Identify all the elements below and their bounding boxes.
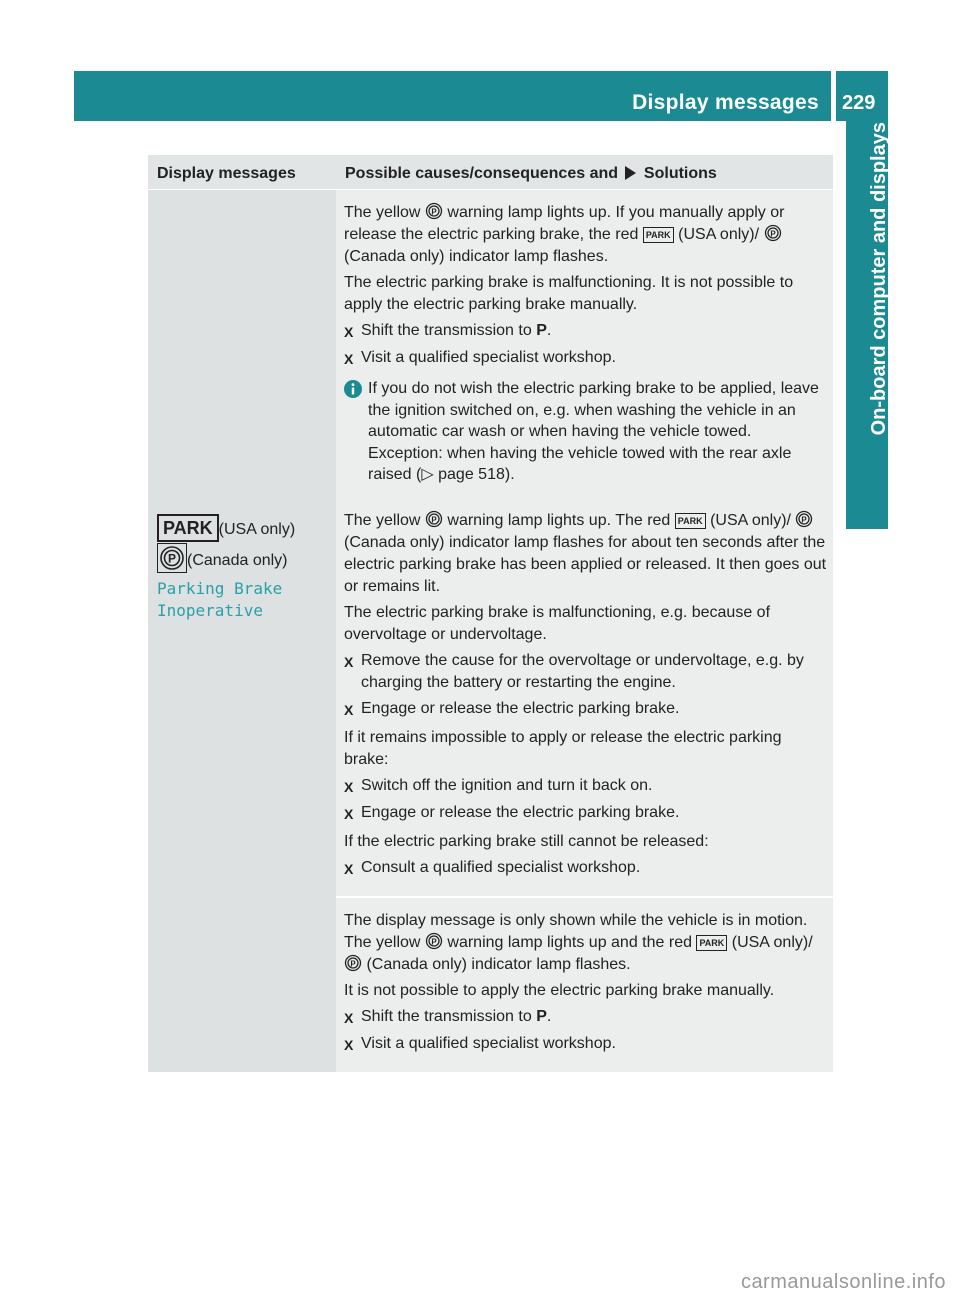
list-item: X Shift the transmission to P. bbox=[344, 1006, 827, 1029]
parking-brake-lamp-icon bbox=[425, 510, 443, 528]
step-marker-icon: X bbox=[344, 805, 354, 822]
list-item: X Visit a qualified specialist workshop. bbox=[344, 347, 827, 370]
table-row bbox=[148, 498, 833, 1072]
step-marker-icon: X bbox=[344, 701, 354, 718]
causes-cell bbox=[336, 190, 833, 498]
display-cell: PARK (USA only) P (Canada only) Parking Brake Inoperative bbox=[148, 498, 336, 1072]
list-item: X Engage or release the electric parking brake. bbox=[344, 802, 827, 825]
svg-text:P: P bbox=[431, 937, 437, 946]
col-display-messages: Display messages bbox=[157, 165, 296, 182]
svg-text:P: P bbox=[801, 515, 808, 524]
list-item: X Consult a qualified specialist workshop. bbox=[344, 857, 827, 880]
page-reference-link[interactable]: page 518). bbox=[438, 466, 515, 483]
paragraph: The display message is only shown while the vehicle is in motion. The yellow P warning lamp lights up and the red PARK (USA only)/ P (Canada only) indicator lamp flashes. bbox=[344, 911, 813, 973]
paragraph: It is not possible to apply the electric parking brake manually. bbox=[344, 981, 775, 999]
step-marker-icon: X bbox=[344, 351, 354, 367]
causes-column bbox=[336, 190, 833, 498]
list-item: X Visit a qualified specialist workshop. bbox=[344, 1033, 827, 1056]
table-row bbox=[148, 190, 833, 498]
display-message-text: Parking Brake Inoperative bbox=[157, 578, 283, 620]
chapter-side-tab-label: On-board computer and displays bbox=[868, 122, 890, 436]
page-number: 229 bbox=[842, 92, 876, 114]
col-causes-solutions: Possible causes/consequences and Solutions bbox=[345, 165, 717, 182]
step-marker-icon: X bbox=[344, 1036, 354, 1053]
svg-text:P: P bbox=[769, 229, 776, 239]
parking-brake-lamp-icon bbox=[425, 932, 443, 950]
svg-text:P: P bbox=[350, 959, 356, 968]
svg-text:P: P bbox=[167, 551, 177, 565]
section-title: Display messages bbox=[632, 91, 819, 114]
watermark: carmanualsonline.info bbox=[740, 1271, 946, 1293]
park-symbol-icon: PARK bbox=[157, 514, 219, 542]
info-note: If you do not wish the electric parking brake to be applied, leave the ignition switched on, e.g. when washing the vehicle in an automatic car wash or when having the vehicle towed. Exception: when having the vehicle towed with the rear axle raised (▷ page 518). bbox=[344, 378, 827, 486]
park-lamp-icon: PARK bbox=[696, 935, 727, 951]
display-messages-table bbox=[148, 155, 833, 1072]
step-marker-icon: X bbox=[344, 1009, 354, 1026]
paragraph: The yellow P warning lamp lights up. If you manually apply or release the electric parking brake, the red PARK (USA only)/ P (Canada only) indicator lamp flashes. bbox=[344, 204, 785, 265]
step-marker-icon: X bbox=[344, 778, 354, 795]
step-marker-icon: X bbox=[344, 324, 354, 340]
causes-cell bbox=[336, 898, 833, 1072]
info-icon bbox=[344, 380, 362, 398]
paragraph: If the electric parking brake still cannot be released: bbox=[344, 832, 709, 850]
causes-cell bbox=[336, 498, 833, 898]
causes-column bbox=[336, 498, 833, 1072]
list-item: X Remove the cause for the overvoltage or undervoltage, e.g. by charging the battery or restarting the engine. bbox=[344, 650, 827, 694]
table-header bbox=[148, 155, 833, 190]
display-cell-empty bbox=[148, 190, 336, 498]
list-item: X Switch off the ignition and turn it back on. bbox=[344, 775, 827, 798]
header-bar bbox=[74, 71, 831, 121]
park-lamp-icon: PARK bbox=[675, 513, 706, 529]
parking-brake-lamp-icon bbox=[764, 224, 782, 242]
paragraph: The electric parking brake is malfunctioning, e.g. because of overvoltage or undervoltage. bbox=[344, 603, 771, 643]
paragraph: If it remains impossible to apply or release the electric parking brake: bbox=[344, 728, 782, 768]
paragraph: The electric parking brake is malfunctioning. It is not possible to apply the electric parking brake manually. bbox=[344, 274, 794, 313]
parking-brake-symbol-icon bbox=[157, 543, 187, 573]
svg-text:P: P bbox=[431, 515, 437, 524]
parking-brake-lamp-icon bbox=[425, 202, 443, 220]
parking-brake-lamp-icon bbox=[795, 510, 813, 528]
parking-brake-lamp-icon bbox=[344, 954, 362, 972]
park-lamp-icon: PARK bbox=[643, 227, 674, 243]
list-item: X Shift the transmission to P. bbox=[344, 320, 827, 343]
page-ref-icon: ▷ bbox=[421, 466, 434, 483]
step-marker-icon: X bbox=[344, 860, 354, 877]
paragraph: The yellow P warning lamp lights up. The red PARK (USA only)/ P (Canada only) indicator lamp flashes for about ten seconds after the electric parking brake has been applied or released. It then goes out or remains lit. bbox=[344, 511, 827, 595]
step-marker-icon: X bbox=[344, 653, 354, 670]
triangle-arrow-icon bbox=[625, 166, 636, 180]
svg-text:P: P bbox=[431, 207, 437, 217]
list-item: X Engage or release the electric parking brake. bbox=[344, 698, 827, 721]
page-number-box bbox=[836, 71, 888, 121]
